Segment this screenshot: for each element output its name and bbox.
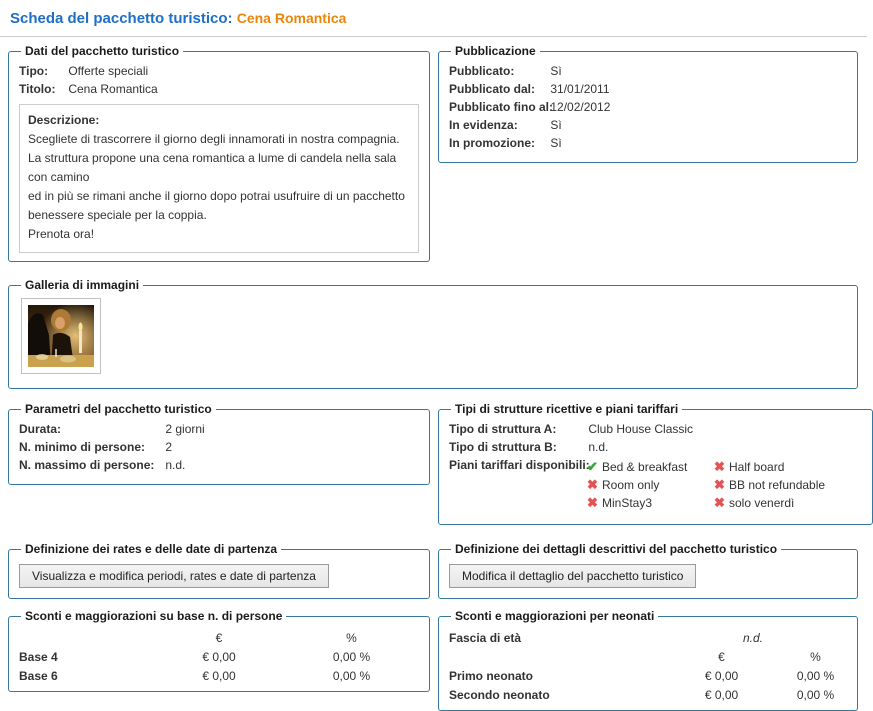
description-box [19, 104, 419, 253]
romantic-dinner-photo [28, 305, 94, 367]
base4-percent-value: 0,00 % [332, 650, 371, 664]
pubblicato-fino-al-value: 12/02/2012 [550, 100, 611, 114]
fieldset-sconti-persone-legend: Sconti e maggiorazioni su base n. di persone [25, 609, 283, 623]
rate-plan-name: Room only [602, 478, 660, 492]
description-line: benessere speciale per la coppia. [28, 208, 207, 222]
rate-plan-item [585, 494, 712, 512]
field-titolo [19, 82, 419, 96]
fieldset-strutture [438, 402, 873, 525]
cross-icon: ✖ [714, 495, 725, 510]
rate-plan-item [585, 476, 712, 494]
rate-plan-name: Half board [729, 460, 785, 474]
struttura-a-value: Club House Classic [588, 422, 694, 436]
fieldset-dettagli [438, 542, 858, 599]
description-line: ed in più se rimani anche il giorno dopo potrai usufruire di un pacchetto [28, 189, 405, 203]
struttura-a-label: Tipo di struttura A: [449, 422, 557, 436]
page-title-prefix: Scheda del pacchetto turistico: [10, 10, 233, 27]
euro-column-header: € [718, 650, 725, 664]
base6-euro-value: € 0,00 [202, 669, 236, 683]
fieldset-galleria-legend: Galleria di immagini [25, 278, 140, 292]
in-promozione-value: Sì [550, 136, 562, 150]
row-parametri-strutture [8, 402, 858, 525]
tipo-value: Offerte speciali [68, 64, 149, 78]
rate-plan-name: BB not refundable [729, 478, 826, 492]
titolo-value: Cena Romantica [68, 82, 158, 96]
description-line: La struttura propone una cena romantica a lume di candela nella sala con camino [28, 151, 397, 184]
page-title [10, 10, 858, 27]
cross-icon: ✖ [587, 495, 598, 510]
fieldset-sconti-persone [8, 609, 430, 692]
title-divider [0, 36, 867, 37]
pubblicato-dal-value: 31/01/2011 [550, 82, 610, 96]
min-persone-label: N. minimo di persone: [19, 440, 146, 454]
fascia-eta-label: Fascia di età [449, 631, 522, 645]
struttura-b-value: n.d. [588, 440, 609, 454]
pubblicato-fino-al-label: Pubblicato fino al: [449, 100, 553, 114]
field-durata [19, 422, 419, 436]
field-min-persone [19, 440, 419, 454]
fieldset-parametri-legend: Parametri del pacchetto turistico [25, 402, 212, 416]
rate-plan-name: Bed & breakfast [602, 460, 688, 474]
in-evidenza-value: Sì [550, 118, 562, 132]
field-in-promozione [449, 136, 847, 150]
field-pubblicato-fino-al [449, 100, 847, 114]
gallery-thumbnail[interactable] [21, 298, 101, 374]
tipo-label: Tipo: [19, 64, 49, 78]
field-struttura-b [449, 440, 862, 454]
cross-icon: ✖ [714, 459, 725, 474]
sconti-persone-table [19, 631, 419, 683]
fieldset-rates-legend: Definizione dei rates e delle date di partenza [25, 542, 278, 556]
titolo-label: Titolo: [19, 82, 56, 96]
fieldset-dati-pacchetto [8, 44, 430, 262]
edit-rates-button[interactable]: Visualizza e modifica periodi, rates e date di partenza [19, 564, 329, 588]
pubblicato-dal-label: Pubblicato dal: [449, 82, 536, 96]
percent-column-header: % [810, 650, 821, 664]
field-tipo [19, 64, 419, 78]
field-struttura-a [449, 422, 862, 436]
field-piani-tariffari [449, 458, 862, 512]
in-promozione-label: In promozione: [449, 136, 535, 150]
piani-tariffari-label: Piani tariffari disponibili: [449, 458, 590, 472]
max-persone-value: n.d. [165, 458, 186, 472]
durata-value: 2 giorni [165, 422, 205, 436]
base6-percent-value: 0,00 % [332, 669, 371, 683]
description-line: Scegliete di trascorrere il giorno degli innamorati in nostra compagnia. [28, 132, 400, 146]
empty-cell [449, 650, 659, 664]
rate-plan-name: solo venerdì [729, 496, 795, 510]
min-persone-value: 2 [165, 440, 173, 454]
fieldset-sconti-neonati [438, 609, 858, 711]
primo-neonato-percent-value: 0,00 % [796, 669, 835, 683]
description-line: Prenota ora! [28, 227, 95, 241]
description-label: Descrizione: [28, 113, 100, 127]
rate-plan-name: MinStay3 [602, 496, 653, 510]
field-pubblicato-dal [449, 82, 847, 96]
fieldset-pubblicazione-legend: Pubblicazione [455, 44, 536, 58]
package-name: Cena Romantica [236, 10, 347, 26]
secondo-neonato-label: Secondo neonato [449, 688, 550, 702]
fieldset-dettagli-legend: Definizione dei dettagli descrittivi del pacchetto turistico [455, 542, 778, 556]
fieldset-strutture-legend: Tipi di strutture ricettive e piani tariffari [455, 402, 679, 416]
primo-neonato-label: Primo neonato [449, 669, 534, 683]
row-definizioni [8, 542, 858, 599]
pubblicato-label: Pubblicato: [449, 64, 515, 78]
base4-euro-value: € 0,00 [202, 650, 236, 664]
field-max-persone [19, 458, 419, 472]
check-icon: ✔ [587, 459, 598, 474]
max-persone-label: N. massimo di persone: [19, 458, 155, 472]
fieldset-pubblicazione [438, 44, 858, 163]
pubblicato-value: Sì [550, 64, 562, 78]
primo-neonato-euro-value: € 0,00 [704, 669, 739, 683]
row-sconti [8, 609, 858, 711]
rate-plan-item [585, 458, 712, 476]
edit-details-button[interactable]: Modifica il dettaglio del pacchetto turistico [449, 564, 696, 588]
fieldset-rates [8, 542, 430, 599]
rate-plan-item [712, 476, 862, 494]
fieldset-galleria [8, 278, 858, 389]
field-in-evidenza [449, 118, 847, 132]
in-evidenza-label: In evidenza: [449, 118, 518, 132]
secondo-neonato-percent-value: 0,00 % [796, 688, 835, 702]
sconti-neonati-table [449, 631, 847, 702]
rate-plan-item [712, 494, 862, 512]
cross-icon: ✖ [587, 477, 598, 492]
row-dati-pubblicazione [8, 44, 858, 262]
secondo-neonato-euro-value: € 0,00 [704, 688, 739, 702]
fieldset-sconti-neonati-legend: Sconti e maggiorazioni per neonati [455, 609, 655, 623]
empty-cell [19, 631, 154, 645]
fieldset-dati-legend: Dati del pacchetto turistico [25, 44, 180, 58]
struttura-b-label: Tipo di struttura B: [449, 440, 557, 454]
cross-icon: ✖ [714, 477, 725, 492]
base4-label: Base 4 [19, 650, 58, 664]
rate-plan-item [712, 458, 862, 476]
durata-label: Durata: [19, 422, 62, 436]
fascia-eta-value: n.d. [742, 631, 763, 645]
fieldset-parametri [8, 402, 430, 485]
euro-column-header: € [215, 631, 223, 645]
field-pubblicato [449, 64, 847, 78]
rate-plan-list [585, 458, 862, 512]
percent-column-header: % [346, 631, 357, 645]
base6-label: Base 6 [19, 669, 58, 683]
